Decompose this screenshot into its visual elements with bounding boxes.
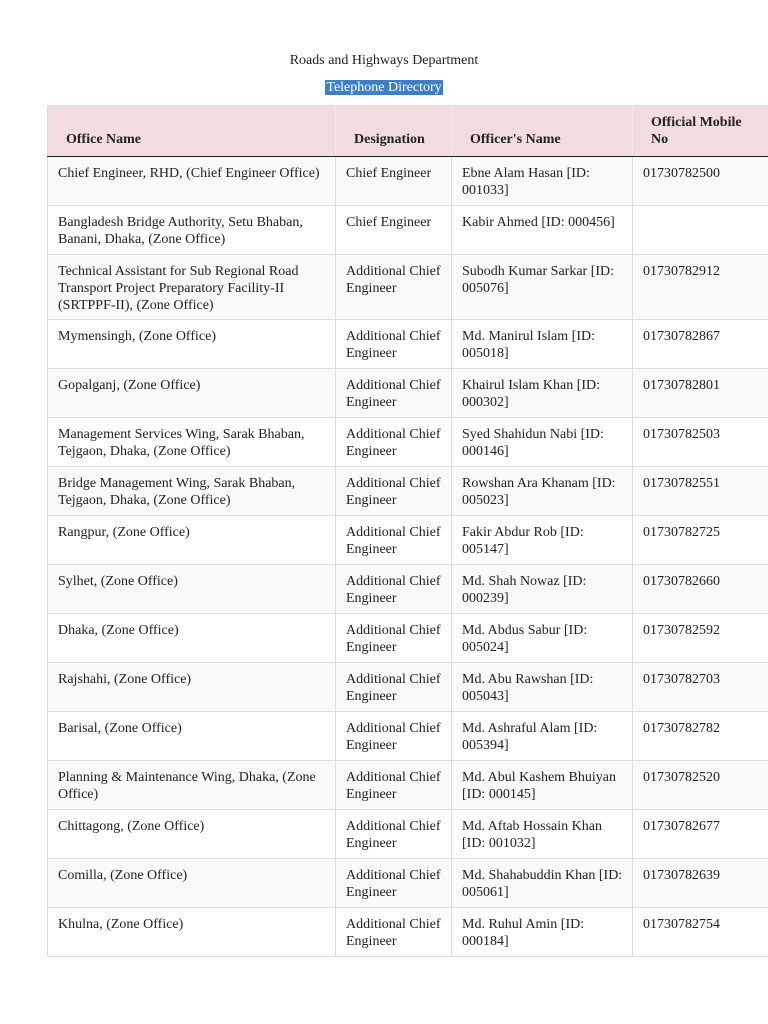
- designation-cell: Additional Chief Engineer: [336, 614, 452, 663]
- office-name-cell: Khulna, (Zone Office): [48, 908, 336, 957]
- designation-cell: Additional Chief Engineer: [336, 369, 452, 418]
- office-name-cell: Management Services Wing, Sarak Bhaban, Tejgaon, Dhaka, (Zone Office): [48, 418, 336, 467]
- mobile-no-cell: 01730782867: [633, 320, 768, 369]
- officer-name-cell: Syed Shahidun Nabi [ID: 000146]: [452, 418, 633, 467]
- officer-name-cell: Khairul Islam Khan [ID: 000302]: [452, 369, 633, 418]
- designation-cell: Additional Chief Engineer: [336, 712, 452, 761]
- designation-cell: Additional Chief Engineer: [336, 761, 452, 810]
- officer-name-cell: Md. Aftab Hossain Khan [ID: 001032]: [452, 810, 633, 859]
- office-name-cell: Bangladesh Bridge Authority, Setu Bhaban, Banani, Dhaka, (Zone Office): [48, 206, 336, 255]
- mobile-no-cell: 01730782500: [633, 157, 768, 206]
- officer-name-cell: Md. Shahabuddin Khan [ID: 005061]: [452, 859, 633, 908]
- header-row: [48, 106, 768, 157]
- officer-name-cell: Md. Shah Nowaz [ID: 000239]: [452, 565, 633, 614]
- officer-name-cell: Subodh Kumar Sarkar [ID: 005076]: [452, 255, 633, 320]
- officer-name-cell: Fakir Abdur Rob [ID: 005147]: [452, 516, 633, 565]
- office-name-cell: Rangpur, (Zone Office): [48, 516, 336, 565]
- table-row: [48, 859, 768, 908]
- officer-name-cell: Md. Ruhul Amin [ID: 000184]: [452, 908, 633, 957]
- mobile-no-cell: 01730782520: [633, 761, 768, 810]
- mobile-no-cell: 01730782592: [633, 614, 768, 663]
- column-header-officer-name: Officer's Name: [452, 106, 633, 157]
- table-row: [48, 320, 768, 369]
- officer-name-cell: Rowshan Ara Khanam [ID: 005023]: [452, 467, 633, 516]
- table-row: [48, 908, 768, 957]
- office-name-cell: Comilla, (Zone Office): [48, 859, 336, 908]
- office-name-cell: Bridge Management Wing, Sarak Bhaban, Tejgaon, Dhaka, (Zone Office): [48, 467, 336, 516]
- mobile-no-cell: 01730782660: [633, 565, 768, 614]
- column-header-mobile-no: Official Mobile No: [633, 106, 768, 157]
- mobile-no-cell: 01730782677: [633, 810, 768, 859]
- officer-name-cell: Md. Abul Kashem Bhuiyan [ID: 000145]: [452, 761, 633, 810]
- telephone-directory-table: [47, 105, 768, 957]
- document-subtitle-line: [0, 79, 768, 96]
- table-row: [48, 614, 768, 663]
- table-row: [48, 369, 768, 418]
- document-title: Roads and Highways Department: [289, 53, 479, 68]
- office-name-cell: Dhaka, (Zone Office): [48, 614, 336, 663]
- table-row: [48, 418, 768, 467]
- mobile-no-cell: 01730782912: [633, 255, 768, 320]
- designation-cell: Chief Engineer: [336, 157, 452, 206]
- designation-cell: Additional Chief Engineer: [336, 810, 452, 859]
- designation-cell: Additional Chief Engineer: [336, 516, 452, 565]
- office-name-cell: Chief Engineer, RHD, (Chief Engineer Office): [48, 157, 336, 206]
- designation-cell: Additional Chief Engineer: [336, 908, 452, 957]
- office-name-cell: Sylhet, (Zone Office): [48, 565, 336, 614]
- table-header: [48, 106, 768, 157]
- office-name-cell: Rajshahi, (Zone Office): [48, 663, 336, 712]
- officer-name-cell: Md. Ashraful Alam [ID: 005394]: [452, 712, 633, 761]
- column-header-designation: Designation: [336, 106, 452, 157]
- mobile-no-cell: 01730782551: [633, 467, 768, 516]
- mobile-no-cell: 01730782782: [633, 712, 768, 761]
- office-name-cell: Chittagong, (Zone Office): [48, 810, 336, 859]
- designation-cell: Additional Chief Engineer: [336, 565, 452, 614]
- mobile-no-cell: 01730782703: [633, 663, 768, 712]
- mobile-no-cell: [633, 206, 768, 255]
- table-row: [48, 712, 768, 761]
- office-name-cell: Planning & Maintenance Wing, Dhaka, (Zone Office): [48, 761, 336, 810]
- table-row: [48, 761, 768, 810]
- table-body: [48, 157, 768, 957]
- table-row: [48, 255, 768, 320]
- designation-cell: Additional Chief Engineer: [336, 467, 452, 516]
- office-name-cell: Technical Assistant for Sub Regional Road Transport Project Preparatory Facility-II (SRTPPF-II), (Zone Office): [48, 255, 336, 320]
- mobile-no-cell: 01730782801: [633, 369, 768, 418]
- designation-cell: Additional Chief Engineer: [336, 320, 452, 369]
- mobile-no-cell: 01730782639: [633, 859, 768, 908]
- mobile-no-cell: 01730782503: [633, 418, 768, 467]
- table-row: [48, 565, 768, 614]
- office-name-cell: Barisal, (Zone Office): [48, 712, 336, 761]
- designation-cell: Chief Engineer: [336, 206, 452, 255]
- office-name-cell: Gopalganj, (Zone Office): [48, 369, 336, 418]
- designation-cell: Additional Chief Engineer: [336, 255, 452, 320]
- designation-cell: Additional Chief Engineer: [336, 418, 452, 467]
- officer-name-cell: Md. Abdus Sabur [ID: 005024]: [452, 614, 633, 663]
- designation-cell: Additional Chief Engineer: [336, 663, 452, 712]
- designation-cell: Additional Chief Engineer: [336, 859, 452, 908]
- table-row: [48, 810, 768, 859]
- document-subtitle: Telephone Directory: [326, 80, 442, 95]
- column-header-office-name: Office Name: [48, 106, 336, 157]
- officer-name-cell: Md. Manirul Islam [ID: 005018]: [452, 320, 633, 369]
- mobile-no-cell: 01730782725: [633, 516, 768, 565]
- officer-name-cell: Ebne Alam Hasan [ID: 001033]: [452, 157, 633, 206]
- office-name-cell: Mymensingh, (Zone Office): [48, 320, 336, 369]
- table-row: [48, 157, 768, 206]
- mobile-no-cell: 01730782754: [633, 908, 768, 957]
- officer-name-cell: Md. Abu Rawshan [ID: 005043]: [452, 663, 633, 712]
- table-row: [48, 206, 768, 255]
- table-row: [48, 516, 768, 565]
- officer-name-cell: Kabir Ahmed [ID: 000456]: [452, 206, 633, 255]
- table-row: [48, 663, 768, 712]
- table-row: [48, 467, 768, 516]
